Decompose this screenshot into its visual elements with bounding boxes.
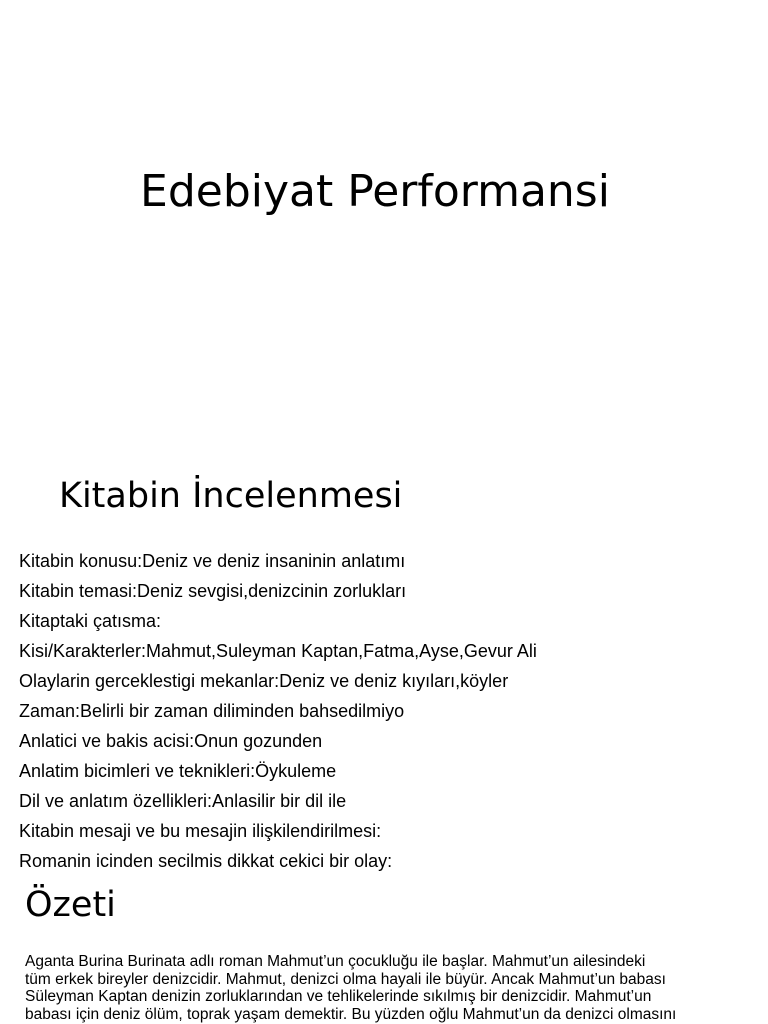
list-item-narration-techniques: Anlatim bicimleri ve teknikleri:Öykuleme — [19, 761, 337, 781]
list-item-message: Kitabin mesaji ve bu mesajin ilişkilendirilmesi: — [19, 821, 382, 841]
slide-title: Edebiyat Performansi — [140, 166, 610, 217]
list-item-time: Zaman:Belirli bir zaman diliminden bahsedilmiyo — [19, 701, 405, 721]
summary-paragraph — [25, 953, 685, 1023]
summary-line: Aganta Burina Burinata adlı roman Mahmut’un çocukluğu ile başlar. Mahmut’un ailesindeki — [25, 953, 646, 970]
list-item-conflict: Kitaptaki çatısma: — [19, 611, 162, 631]
summary-heading: Özeti — [25, 885, 116, 925]
list-item-notable-event: Romanin icinden secilmis dikkat cekici bir olay: — [19, 851, 393, 871]
review-heading: Kitabin İncelenmesi — [59, 476, 403, 516]
summary-line: babası için deniz ölüm, toprak yaşam demektir. Bu yüzden oğlu Mahmut’un da denizci olmasını — [25, 1005, 677, 1023]
review-details-list — [19, 546, 537, 876]
list-item-language: Dil ve anlatım özellikleri:Anlasilir bir dil ile — [19, 791, 347, 811]
summary-line: Süleyman Kaptan denizin zorluklarından ve tehlikelerinde sıkılmış bir denizcidir. Mahmut’un — [25, 988, 652, 1005]
list-item-topic: Kitabin konusu:Deniz ve deniz insaninin anlatımı — [19, 551, 406, 571]
list-item-places: Olaylarin gerceklestigi mekanlar:Deniz ve deniz kıyıları,köyler — [19, 671, 509, 691]
list-item-narrator: Anlatici ve bakis acisi:Onun gozunden — [19, 731, 323, 751]
list-item-characters: Kisi/Karakterler:Mahmut,Suleyman Kaptan,Fatma,Ayse,Gevur Ali — [19, 641, 537, 661]
list-item-theme: Kitabin temasi:Deniz sevgisi,denizcinin zorlukları — [19, 581, 407, 601]
summary-line: tüm erkek bireyler denizcidir. Mahmut, denizci olma hayali ile büyür. Ancak Mahmut’un babası — [25, 970, 666, 988]
